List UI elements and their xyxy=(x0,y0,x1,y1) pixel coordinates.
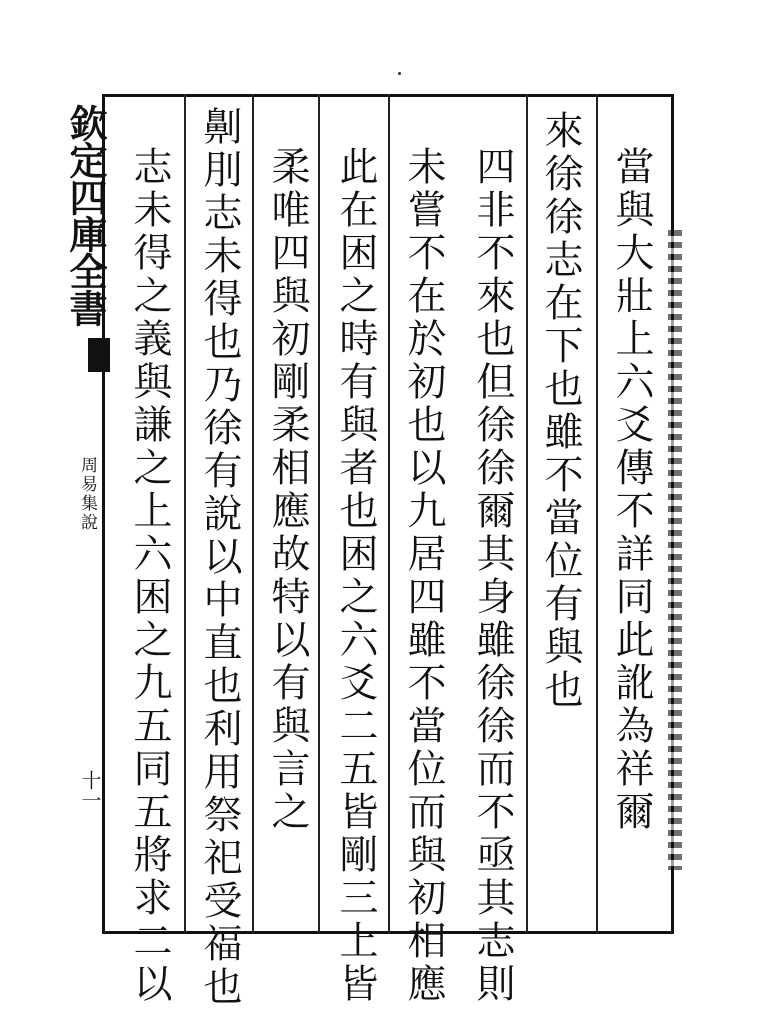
column-rule xyxy=(318,94,320,934)
column-rule xyxy=(252,94,254,934)
text-column-6: 柔唯四與初剛柔相應故特以有與言之 xyxy=(265,146,310,834)
dot-mark xyxy=(398,72,401,75)
text-column-8: 志未得之義與謙之上六困之九五同五將求二以 xyxy=(127,146,172,1006)
decorative-border-ornament xyxy=(668,230,682,870)
text-column-4: 未嘗不在於初也以九居四雖不當位而與初相應 xyxy=(401,146,446,1006)
column-rule xyxy=(526,94,528,934)
column-rule xyxy=(184,94,186,934)
text-column-5: 此在困之時有與者也困之六爻二五皆剛三上皆 xyxy=(333,146,378,1006)
column-rule xyxy=(596,94,598,934)
margin-page-number: 十一 xyxy=(78,770,102,810)
text-column-7: 劓刖志未得也乃徐有說以中直也利用祭祀受福也 xyxy=(197,106,242,1009)
margin-black-mark xyxy=(88,338,110,372)
text-column-2: 來徐徐志在下也雖不當位有與也 xyxy=(538,110,583,712)
text-column-3: 四非不來也但徐徐爾其身雖徐徐而不亟其志則 xyxy=(470,146,515,1006)
margin-title: 欽定四庫全書 xyxy=(63,104,108,326)
text-column-1: 當與大壯上六爻傳不詳同此訛為祥爾 xyxy=(609,146,654,834)
margin-book-title: 周易集說 xyxy=(77,456,97,532)
column-rule xyxy=(388,94,390,934)
